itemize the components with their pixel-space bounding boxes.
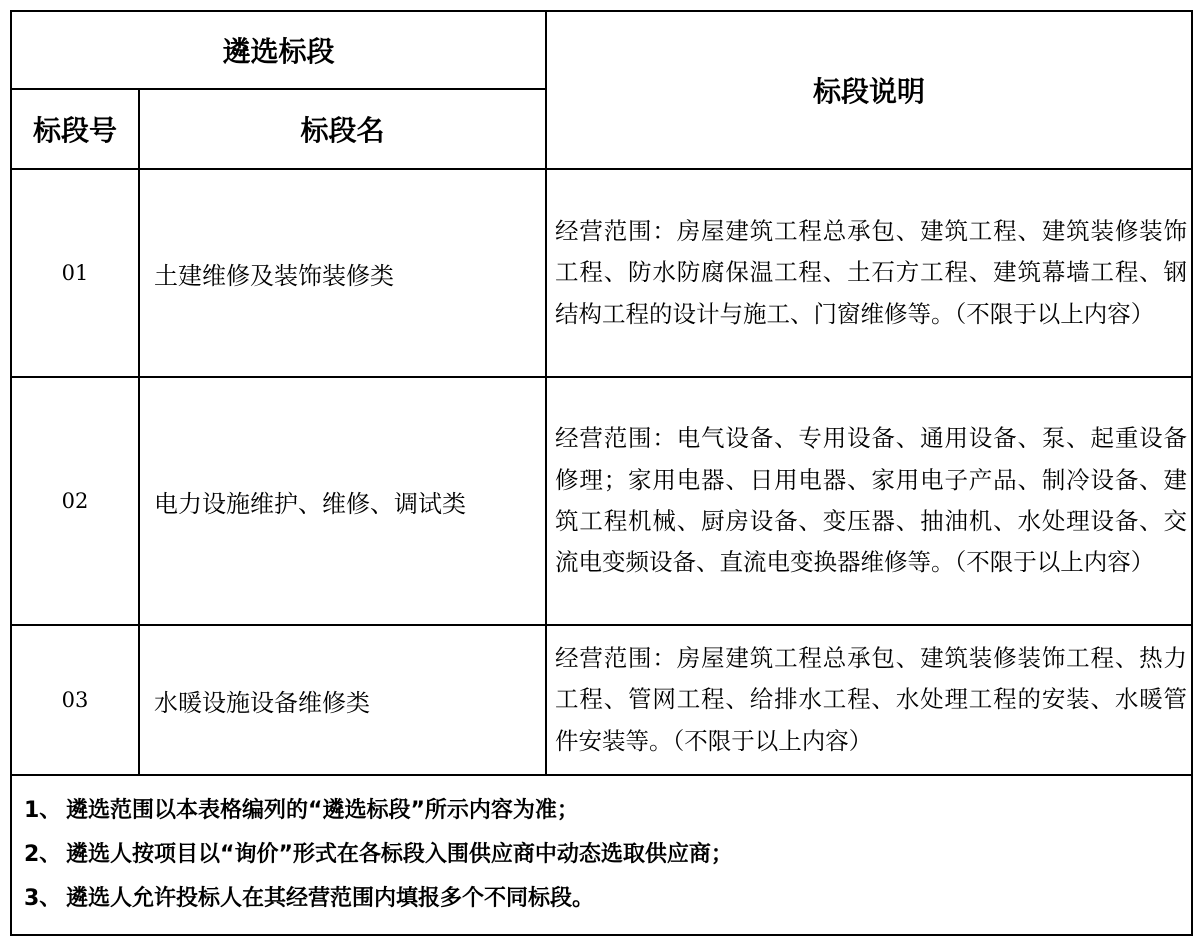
note-number: 3、: [24, 886, 62, 911]
notes-cell: [11, 775, 1192, 935]
header-section-name: 标段名: [139, 89, 546, 169]
table-row: [11, 169, 1192, 377]
bid-section-table: [10, 10, 1193, 936]
section-description: 经营范围：房屋建筑工程总承包、建筑工程、建筑装修装饰工程、防水防腐保温工程、土石方工程、建筑幕墙工程、钢结构工程的设计与施工、门窗维修等。（不限于以上内容）: [546, 169, 1192, 377]
section-name: 土建维修及装饰装修类: [139, 169, 546, 377]
header-row-top: [11, 11, 1192, 89]
note-number: 2、: [24, 842, 62, 867]
note-text: 遴选范围以本表格编列的“遴选标段”所示内容为准；: [66, 798, 579, 823]
note-text: 遴选人允许投标人在其经营范围内填报多个不同标段。: [66, 886, 595, 911]
table-row: [11, 625, 1192, 775]
note-text: 遴选人按项目以“询价”形式在各标段入围供应商中动态选取供应商；: [66, 842, 733, 867]
section-description: 经营范围：房屋建筑工程总承包、建筑装修装饰工程、热力工程、管网工程、给排水工程、水处理工程的安装、水暖管件安装等。（不限于以上内容）: [546, 625, 1192, 775]
section-name: 电力设施维护、维修、调试类: [139, 377, 546, 625]
note-number: 1、: [24, 798, 62, 823]
section-number: 02: [11, 377, 139, 625]
table-row: [11, 377, 1192, 625]
section-name: 水暖设施设备维修类: [139, 625, 546, 775]
section-description: 经营范围：电气设备、专用设备、通用设备、泵、起重设备修理；家用电器、日用电器、家用电子产品、制冷设备、建筑工程机械、厨房设备、变压器、抽油机、水处理设备、交流电变频设备、直流电变换器维修等。（不限于以上内容）: [546, 377, 1192, 625]
notes-row: [11, 775, 1192, 935]
note-item: [24, 789, 1185, 833]
section-number: 01: [11, 169, 139, 377]
group-header-bid-sections: 遴选标段: [11, 11, 546, 89]
section-number: 03: [11, 625, 139, 775]
note-item: [24, 833, 1185, 877]
note-item: [24, 877, 1185, 921]
header-description: 标段说明: [546, 11, 1192, 169]
header-section-number: 标段号: [11, 89, 139, 169]
